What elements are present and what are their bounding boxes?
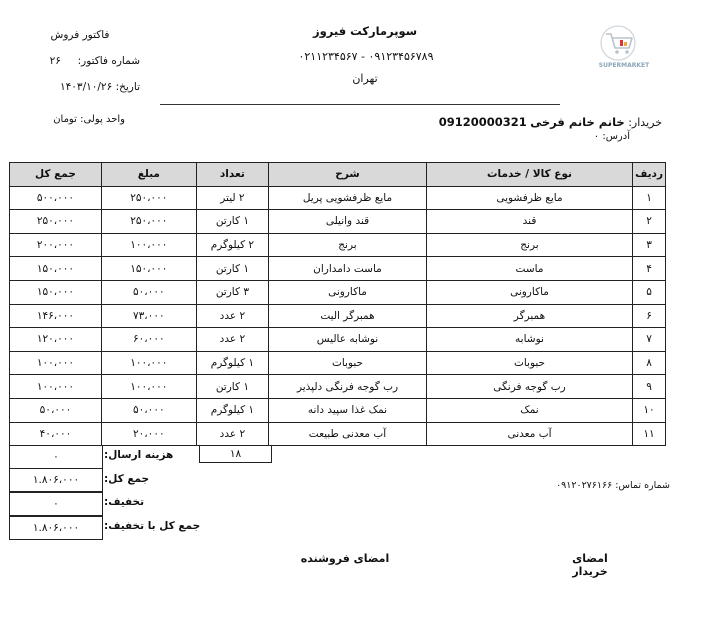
grand-total-value: ۱.۸۰۶،۰۰۰ — [9, 516, 103, 540]
table-row — [10, 328, 666, 352]
cell-item-type: نوشابه — [426, 328, 632, 352]
cell-row-number: ۵ — [633, 280, 666, 304]
table-row — [10, 398, 666, 422]
col-header-line-total: جمع کل — [10, 163, 102, 187]
cell-line-total: ۴۰،۰۰۰ — [10, 422, 102, 446]
cell-row-number: ۴ — [633, 257, 666, 281]
cell-line-total: ۵۰۰،۰۰۰ — [10, 186, 102, 210]
buyer-row — [400, 115, 662, 129]
invoice-number-label: شماره فاکتور: — [77, 55, 140, 67]
cell-item-type: همبرگر — [426, 304, 632, 328]
cell-unit-price: ۱۰۰،۰۰۰ — [101, 233, 196, 257]
col-header-description: شرح — [269, 163, 427, 187]
address-value: ۰ — [593, 131, 600, 142]
cell-line-total: ۱۰۰،۰۰۰ — [10, 375, 102, 399]
cell-line-total: ۲۰۰،۰۰۰ — [10, 233, 102, 257]
cell-description: حبوبات — [269, 351, 427, 375]
table-row — [10, 422, 666, 446]
currency-value: تومان — [53, 114, 77, 125]
cell-quantity: ۲ عدد — [196, 328, 268, 352]
cell-description: همبرگر الیت — [269, 304, 427, 328]
table-row — [10, 351, 666, 375]
cell-quantity: ۱ کیلوگرم — [196, 398, 268, 422]
cell-item-type: رب گوجه فرنگی — [426, 375, 632, 399]
col-header-quantity: تعداد — [196, 163, 268, 187]
cell-unit-price: ۲۵۰،۰۰۰ — [101, 186, 196, 210]
table-row — [10, 304, 666, 328]
cell-item-type: آب معدنی — [426, 422, 632, 446]
cell-description: برنج — [269, 233, 427, 257]
cell-quantity: ۲ عدد — [196, 304, 268, 328]
cell-description: قند وانیلی — [269, 210, 427, 234]
currency-row — [10, 114, 125, 125]
address-label: آدرس: — [602, 131, 630, 142]
invoice-date-label: تاریخ: — [115, 81, 140, 93]
cell-description: نوشابه عالیس — [269, 328, 427, 352]
cell-item-type: مایع ظرفشویی — [426, 186, 632, 210]
shipping-label: هزینه ارسال: — [104, 449, 174, 461]
contact-number: ۰۹۱۲۰۲۷۶۱۶۶ — [556, 480, 613, 491]
store-name: سوپرمارکت فیروز — [312, 24, 418, 38]
cell-line-total: ۱۰۰،۰۰۰ — [10, 351, 102, 375]
col-header-item-type: نوع کالا / خدمات — [426, 163, 632, 187]
cell-unit-price: ۱۵۰،۰۰۰ — [101, 257, 196, 281]
contact-row — [556, 480, 670, 491]
cell-unit-price: ۵۰،۰۰۰ — [101, 398, 196, 422]
cell-line-total: ۱۲۰،۰۰۰ — [10, 328, 102, 352]
cell-quantity: ۲ عدد — [196, 422, 268, 446]
table-row — [10, 257, 666, 281]
cell-quantity: ۱ کارتن — [196, 375, 268, 399]
cart-icon — [606, 34, 632, 48]
table-row — [10, 280, 666, 304]
cell-row-number: ۱ — [633, 186, 666, 210]
table-row — [10, 233, 666, 257]
grand-total-label: جمع کل با تخفیف: — [104, 520, 201, 532]
col-header-unit-price: مبلغ — [101, 163, 196, 187]
cell-description: نمک غذا سپید دانه — [269, 398, 427, 422]
document-type: فاکتور فروش — [50, 29, 110, 41]
cell-line-total: ۲۵۰،۰۰۰ — [10, 210, 102, 234]
invoice-number: ۲۶ — [49, 55, 61, 67]
contact-label: شماره تماس: — [615, 480, 670, 491]
cell-line-total: ۱۵۰،۰۰۰ — [10, 280, 102, 304]
invoice-date: ۱۴۰۳/۱۰/۲۶ — [60, 81, 113, 93]
seller-signature-label: امضای فروشنده — [300, 552, 390, 565]
cell-unit-price: ۲۵۰،۰۰۰ — [101, 210, 196, 234]
cell-unit-price: ۶۰،۰۰۰ — [101, 328, 196, 352]
cell-description: آب معدنی طبیعت — [269, 422, 427, 446]
invoice-date-row — [28, 81, 140, 93]
cell-item-type: برنج — [426, 233, 632, 257]
shipping-value: ۰ — [9, 445, 103, 469]
currency-label: واحد پولی: — [80, 114, 125, 125]
cell-description: ماست دامداران — [269, 257, 427, 281]
buyer-signature-label: امضای خریدار — [572, 552, 608, 578]
invoice-number-row — [40, 55, 140, 67]
cell-quantity: ۱ کیلوگرم — [196, 351, 268, 375]
cell-quantity: ۲ کیلوگرم — [196, 233, 268, 257]
cell-row-number: ۶ — [633, 304, 666, 328]
store-city: تهران — [352, 72, 378, 85]
buyer-name: خانم خانم فرخی — [530, 115, 625, 129]
cell-unit-price: ۵۰،۰۰۰ — [101, 280, 196, 304]
discount-value: ۰ — [9, 492, 103, 516]
header-divider — [160, 104, 560, 105]
logo-text: SUPERMARKET — [598, 62, 650, 69]
supermarket-logo — [596, 23, 654, 71]
table-row — [10, 375, 666, 399]
cell-unit-price: ۲۰،۰۰۰ — [101, 422, 196, 446]
cell-row-number: ۳ — [633, 233, 666, 257]
cell-line-total: ۱۴۶،۰۰۰ — [10, 304, 102, 328]
cell-item-type: نمک — [426, 398, 632, 422]
cell-unit-price: ۷۳،۰۰۰ — [101, 304, 196, 328]
cell-quantity: ۲ لیتر — [196, 186, 268, 210]
items-table — [9, 162, 666, 446]
cell-description: ماکارونی — [269, 280, 427, 304]
buyer-phone: 09120000321 — [438, 115, 527, 129]
cell-row-number: ۸ — [633, 351, 666, 375]
cell-row-number: ۷ — [633, 328, 666, 352]
cell-description: مایع ظرفشویی پریل — [269, 186, 427, 210]
cell-item-type: قند — [426, 210, 632, 234]
cell-unit-price: ۱۰۰،۰۰۰ — [101, 375, 196, 399]
store-phones: ۰۲۱۱۲۳۴۵۶۷ - ۰۹۱۲۳۴۵۶۷۸۹ — [298, 50, 434, 63]
cell-line-total: ۵۰،۰۰۰ — [10, 398, 102, 422]
cell-item-type: حبوبات — [426, 351, 632, 375]
table-header-row — [10, 163, 666, 187]
cell-row-number: ۱۰ — [633, 398, 666, 422]
cell-quantity: ۳ کارتن — [196, 280, 268, 304]
cell-item-type: ماست — [426, 257, 632, 281]
cell-row-number: ۲ — [633, 210, 666, 234]
total-quantity: ۱۸ — [199, 445, 272, 463]
cell-unit-price: ۱۰۰،۰۰۰ — [101, 351, 196, 375]
total-label: جمع کل: — [104, 473, 150, 485]
total-value: ۱.۸۰۶،۰۰۰ — [9, 468, 103, 492]
discount-label: تخفیف: — [104, 496, 145, 508]
cell-description: رب گوجه فرنگی دلپذیر — [269, 375, 427, 399]
buyer-label: خریدار: — [628, 116, 662, 129]
cell-row-number: ۱۱ — [633, 422, 666, 446]
col-header-row-number: ردیف — [633, 163, 666, 187]
cell-quantity: ۱ کارتن — [196, 257, 268, 281]
table-row — [10, 186, 666, 210]
cell-item-type: ماکارونی — [426, 280, 632, 304]
address-row — [500, 131, 630, 142]
table-row — [10, 210, 666, 234]
cell-line-total: ۱۵۰،۰۰۰ — [10, 257, 102, 281]
cell-row-number: ۹ — [633, 375, 666, 399]
cell-quantity: ۱ کارتن — [196, 210, 268, 234]
